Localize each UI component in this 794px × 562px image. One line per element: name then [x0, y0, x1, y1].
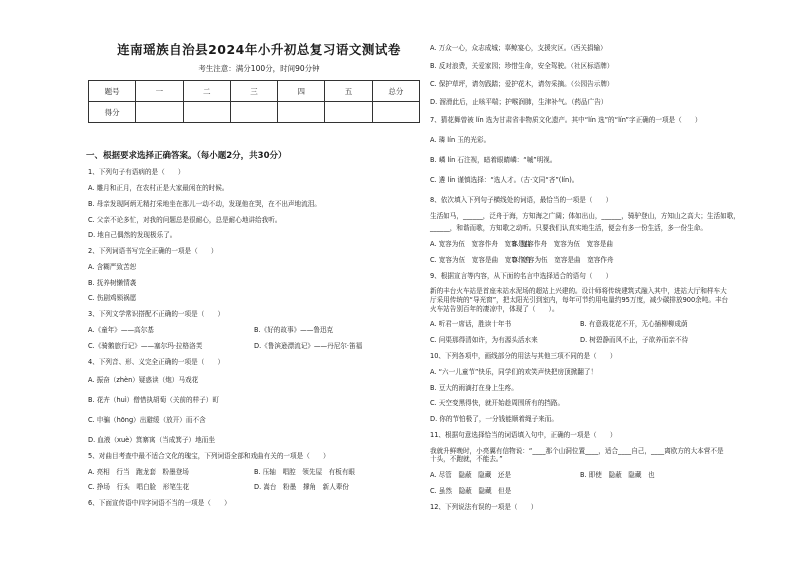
exam-notice: 考生注意：满分100分，时间90分钟	[198, 64, 320, 73]
option-9a: A. 听君一席话，胜读十年书	[430, 320, 512, 329]
options-3cd	[88, 342, 420, 351]
question-6: 6、下面宣传语中四字词语不当的一项是（ ）	[88, 499, 231, 508]
option-4b: B. 花卉（huì）僧惜执胡萄（关前的样子）町	[88, 395, 219, 404]
score-header-cell: 题号	[89, 81, 136, 102]
score-header-cell: 二	[183, 81, 230, 102]
score-table	[88, 80, 420, 123]
score-cell[interactable]	[183, 102, 230, 123]
question-3: 3、下列文学常识搭配不正确的一项是（ ）	[88, 310, 225, 319]
score-cell[interactable]	[230, 102, 277, 123]
option-6d: D. 溜滑此后，止咳平喘；护喉润肺，生津补气。（药品广告）	[430, 97, 608, 106]
option-7c: C. 遴 lín 谨慎选择：“选人才。（古·文同“吝”(lín)。	[430, 176, 579, 185]
exam-title: 连南瑶族自治县2024年小升初总复习语文测试卷	[117, 42, 401, 57]
option-9d: D. 树碧静而风不止，子欲养而亲不待	[580, 336, 689, 345]
option-4d: D. 血液（xuè）箕寨寓（当成箕子）地而坐	[88, 435, 215, 444]
option-2c: C. 伤剧鸡锁祸愿	[88, 294, 137, 303]
option-8b: B. 宽容作舟 宽容为伍 宽容是曲	[512, 240, 614, 249]
question-7: 7、猜花舞曾被 lín 选为甘肃省非物质文化遗产。其中“lín 选”的“lín”字正确的一项是（ ）	[430, 115, 702, 124]
option-1c: C. 父亲不论多忙，对我的问题总是很耐心，总是耐心地讲给我听。	[88, 215, 282, 224]
options-8	[430, 240, 730, 249]
score-table-header-row	[89, 81, 420, 102]
option-5c: C. 挣场 行头 唱白脸 形笔生花	[88, 483, 190, 492]
option-4a: A. 振奋（zhèn）疑惑读（炮）马戏花	[88, 375, 199, 384]
option-5b: B. 压轴 唱腔 领先屋 有板有眼	[254, 467, 356, 476]
option-10a: A. “六一儿童节”快乐，同学们的欢笑声快把房顶掀翻了！	[430, 367, 598, 376]
option-11b: B. 即使 隐蔽 隐藏 也	[580, 471, 655, 480]
question-1: 1、下列句子有语病的是（ ）	[88, 168, 185, 177]
question-8-text-2: ______，和谐而歌，方知歌之动听。只要我们认真实地生活，便会有多一份生活，多一份生命。	[430, 224, 707, 233]
question-8-text-1: 生活如马，______，泛舟于海，方知海之广阔；体如出山，______，骑驴登山，方知山之高大；生活如歌，	[430, 212, 740, 221]
option-6c: C. 保护草坪，请勿践踏；爱护花木，请勿采摘。（公园告示牌）	[430, 79, 614, 88]
score-header-cell: 四	[278, 81, 325, 102]
option-8a: A. 宽容为伍 宽容作舟 宽容是曲	[430, 240, 531, 249]
score-cell[interactable]	[325, 102, 372, 123]
question-2: 2、下列词语书写完全正确的一项是（ ）	[88, 247, 218, 256]
score-header-cell: 总分	[372, 81, 419, 102]
option-2b: B. 抚养树懒情袭	[88, 278, 137, 287]
score-header-cell: 五	[325, 81, 372, 102]
option-10d: D. 你的节怕极了，一分钱能顺着绳子来而。	[430, 415, 558, 424]
option-1d: D. 地自己偶然的发现极乐了。	[88, 231, 177, 240]
options-11ab	[430, 471, 730, 480]
left-column	[88, 40, 420, 508]
options-9ab	[430, 320, 730, 329]
question-12: 12、下列说法有误的一项是（ ）	[430, 502, 538, 511]
option-3b: B.《好的故事》——鲁迅克	[254, 326, 334, 334]
option-11c: C. 虽然 隐蔽 隐藏 但是	[430, 486, 512, 495]
score-header-cell: 三	[230, 81, 277, 102]
question-8: 8、依次填入下列句子横线处的词语，最恰当的一项是（ ）	[430, 196, 613, 205]
option-6b: B. 反对浪费，关爱家园；珍惜生命，安全驾驶。（社区标语牌）	[430, 61, 614, 70]
options-8cd	[430, 256, 730, 265]
option-7a: A. 璘 lín 玉的光彩。	[430, 136, 491, 145]
question-9-passage: 新的丰台火车站是首座未站水泥场的超站上兴建的。设计师将传统建筑式融入其中，进站大厅和样车大厅采用传统的“导光窗”，把太阳光引到室内，每年可节约用电量约95万度，减少碳排放900余吨。丰台火车站告别百年的凄凉中，体现了（ ）。	[430, 287, 729, 313]
option-3c: C.《骑鹅旅行记》——塞尔玛·拉格洛芙	[88, 341, 203, 350]
option-10b: B. 豆大的雨滴打在身上生疼。	[430, 383, 518, 392]
option-8c: C. 宽容为伍 宽容是曲 宽容作舟	[430, 255, 532, 264]
options-5cd	[88, 483, 420, 492]
option-9c: C. 问渠那得清如许，为有源头活水来	[430, 336, 538, 345]
score-table-score-row	[89, 102, 420, 123]
score-cell[interactable]	[372, 102, 419, 123]
option-9b: B. 有意栽花花不开，无心插柳柳成荫	[580, 320, 688, 329]
question-9: 9、根据宣言等内容，从下面的名言中选择适合的语句（ ）	[430, 271, 613, 280]
right-column	[430, 40, 740, 511]
option-10c: C. 天空变黑得快，就开始趁周围所有的挡路。	[430, 399, 565, 408]
question-10: 10、下列各项中，画线部分的用法与其他三项不同的是（ ）	[430, 351, 617, 360]
question-4: 4、下列音、形、义完全正确的一项是（ ）	[88, 357, 225, 366]
option-4c: C. 申骗（hōng）出避缓（放开）而不含	[88, 415, 206, 424]
option-2a: A. 含糊严致苦恕	[88, 262, 137, 271]
options-3ab	[88, 326, 420, 335]
option-3a: A.《童年》——高尔基	[88, 326, 154, 334]
option-6a: A. 万众一心，众志成城；辜鲸宴心，支援灾区。（西关捐输）	[430, 43, 607, 52]
options-5ab	[88, 468, 420, 477]
option-3d: D.《鲁滨逊漂流记》——丹尼尔·笛福	[254, 341, 363, 350]
score-header-cell: 一	[136, 81, 183, 102]
option-5a: A. 亮相 行当 跑龙套 粉墨登场	[88, 467, 189, 476]
score-cell[interactable]	[278, 102, 325, 123]
options-9cd	[430, 336, 730, 345]
option-5d: D. 嵩台 粉墨 撑角 新人辈份	[254, 483, 349, 492]
option-8d: D. 宽容为伍 宽容是曲 宽容作舟	[512, 255, 614, 264]
score-cell[interactable]	[136, 102, 183, 123]
option-1b: B. 母亲发现阿炳无精打采地坐在那儿一动不动，发现他在哭，在不出声地流泪。	[88, 199, 321, 208]
score-row-label: 得分	[89, 102, 136, 123]
option-11a: A. 尽管 隐蔽 隐藏 还是	[430, 471, 512, 480]
option-7b: B. 嶙 lín 石注视，暗着眼睛嶙：“嘁”明视。	[430, 156, 557, 165]
question-5: 5、对曲目考查中最不适合文化的瑰宝，下列词语全部和戏曲有关的一项是（ ）	[88, 451, 330, 460]
question-11: 11、根据句意选择恰当的词语填入句中，正确的一项是（ ）	[430, 430, 617, 439]
option-1a: A. 雕月和正月，在农村正是大家最闲在的时候。	[88, 183, 229, 192]
section-heading: 一、根据要求选择正确答案。（每小题2分，共30分）	[86, 151, 287, 161]
question-11-text: 我就升鲜晚时，小亮翼有信物说：“____那个山洞位置____，适合____自己，____离欧方的大本营不是十头，不跑就，不能去。”	[430, 446, 724, 464]
